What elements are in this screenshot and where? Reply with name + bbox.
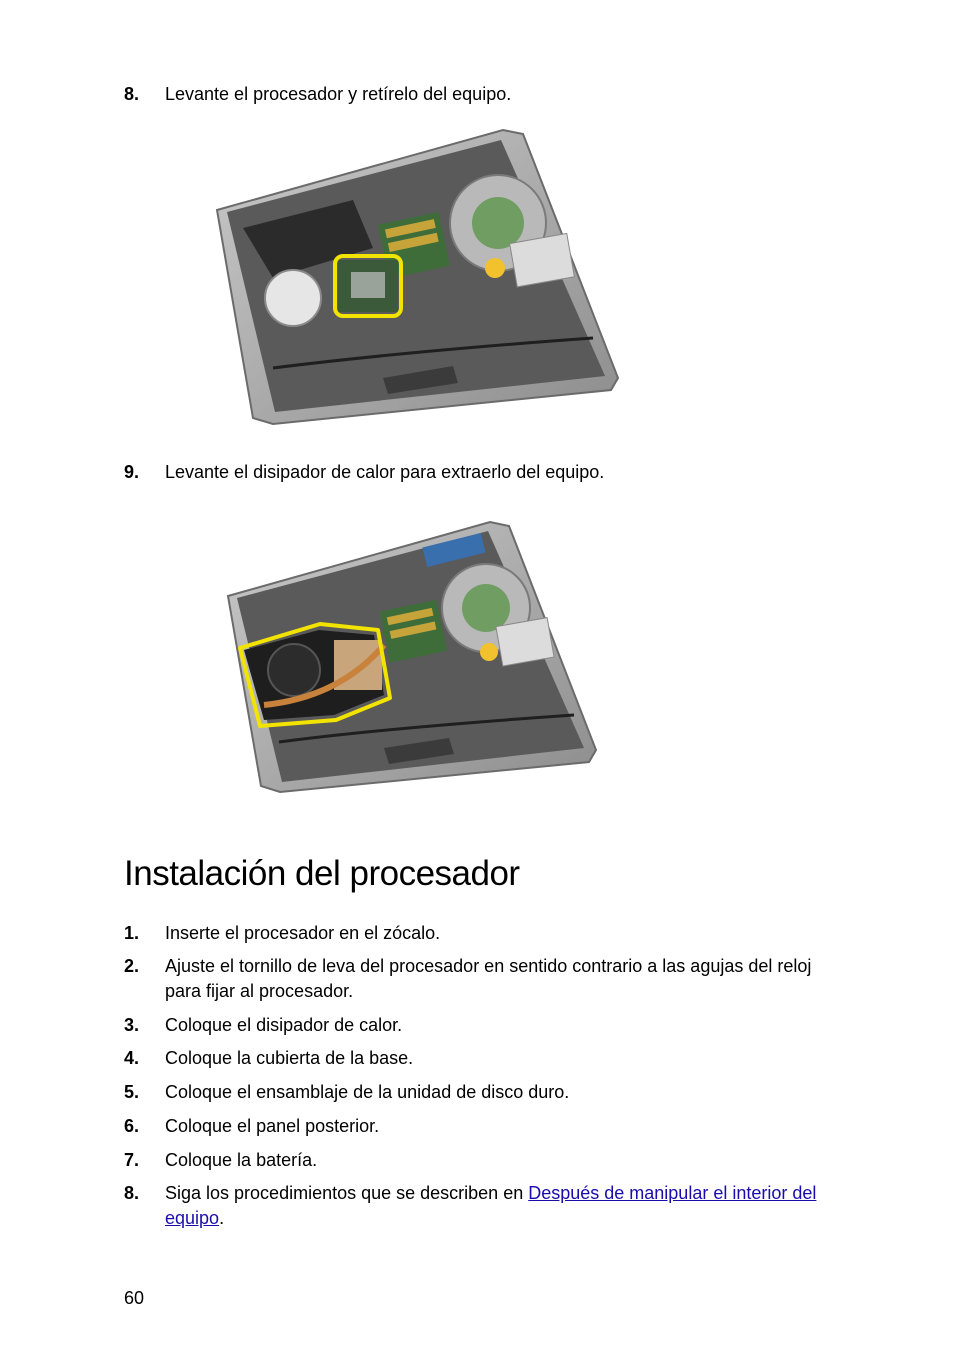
step-number: 6. xyxy=(124,1116,140,1136)
step-text: Coloque la cubierta de la base. xyxy=(165,1048,414,1068)
step-text xyxy=(165,1181,845,1231)
step-number: 8. xyxy=(124,1183,140,1203)
figure-heatsink-removal xyxy=(224,520,600,795)
step-number: 9. xyxy=(124,462,140,482)
after-working-inside-link[interactable]: Después de manipular el interior del equipo xyxy=(165,1183,817,1228)
step-number: 8. xyxy=(124,84,140,104)
section-title: Instalación del procesador xyxy=(124,854,520,893)
page-number: 60 xyxy=(124,1288,145,1308)
step-text-after: . xyxy=(219,1208,225,1228)
figure-processor-removal xyxy=(213,128,623,426)
step-text: Levante el disipador de calor para extraerlo del equipo. xyxy=(165,462,605,482)
step-text: Coloque el panel posterior. xyxy=(165,1116,380,1136)
step-text: Coloque el ensamblaje de la unidad de disco duro. xyxy=(165,1082,570,1102)
step-text: Levante el procesador y retírelo del equipo. xyxy=(165,84,512,104)
step-text: Ajuste el tornillo de leva del procesador en sentido contrario a las agujas del reloj para fijar al procesador. xyxy=(165,956,812,1001)
step-text: Coloque el disipador de calor. xyxy=(165,1015,403,1035)
step-number: 1. xyxy=(124,923,140,943)
step-number: 4. xyxy=(124,1048,140,1068)
step-text-before: Siga los procedimientos que se describen en xyxy=(165,1183,529,1203)
step-number: 3. xyxy=(124,1015,140,1035)
step-text: Coloque la batería. xyxy=(165,1150,318,1170)
step-number: 5. xyxy=(124,1082,140,1102)
step-number: 2. xyxy=(124,956,140,976)
step-number: 7. xyxy=(124,1150,140,1170)
step-text: Inserte el procesador en el zócalo. xyxy=(165,923,441,943)
